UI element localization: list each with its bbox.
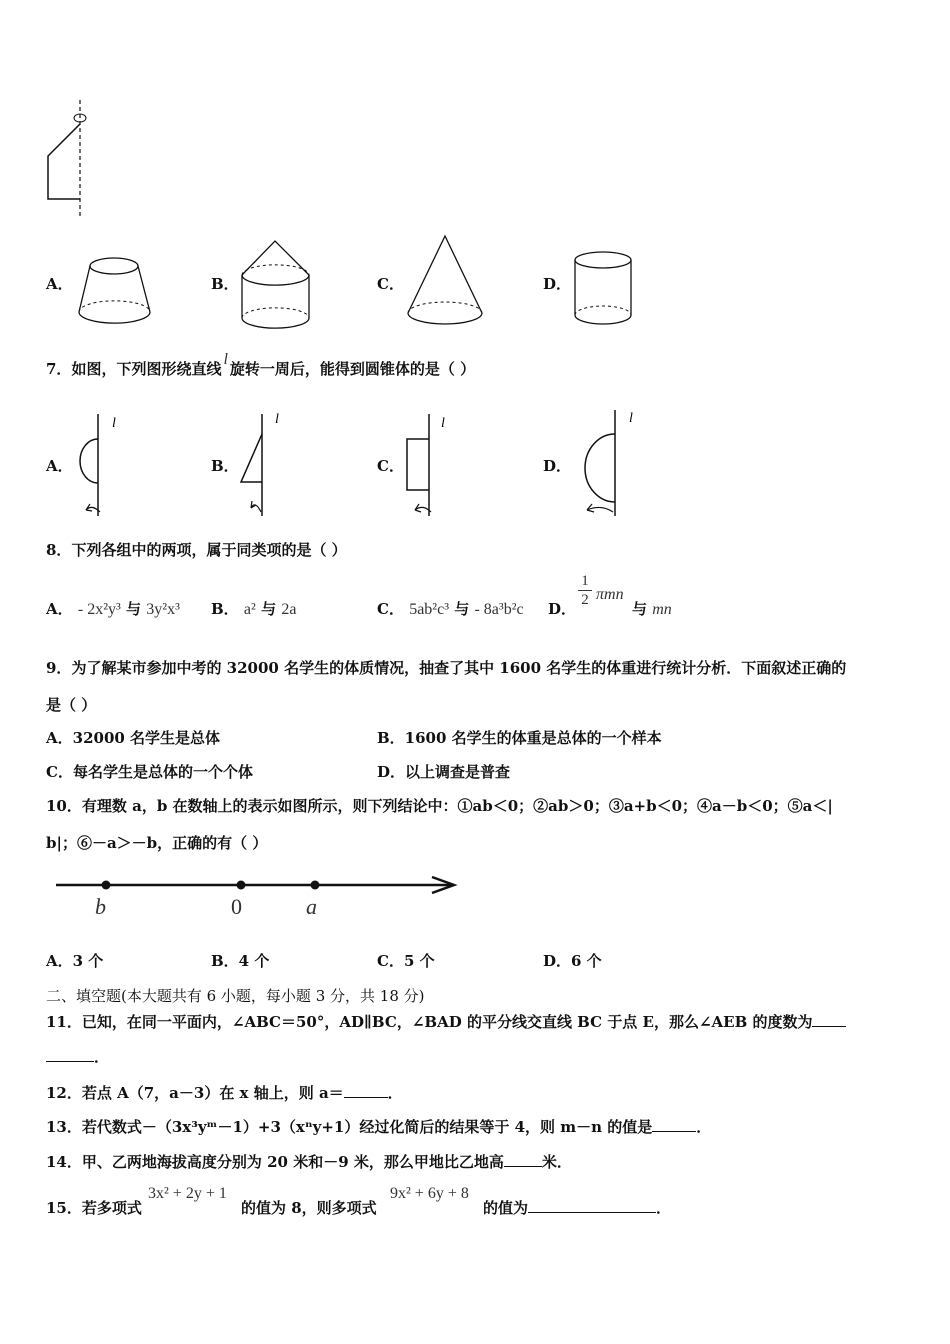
q7-stem: 7．如图，下列图形绕直线l旋转一周后，能得到圆锥体的是（ ） [46,351,476,378]
q14: 14．甲、乙两地海拔高度分别为 20 米和－9 米，那么甲地比乙地高 米． [46,1153,572,1171]
q6-cylinder-shape [572,250,638,332]
q8-stem: 8．下列各组中的两项，属于同类项的是（ ） [46,541,347,559]
q10-option-b: B．4 个 [211,952,270,970]
q7-half-circle-figure [72,412,122,522]
q9-option-a: A．32000 名学生是总体 [46,729,221,747]
q8-d-term-right: mn [652,601,672,618]
q10-stem-line1: 10．有理数 a，b 在数轴上的表示如图所示，则下列结论中：①ab＜0；②ab＞0；③a+b＜0；④a－b＜0；⑤a＜| [46,797,833,815]
q7-option-b-label: B． [211,457,239,475]
q8-option-c: C． 5ab²c³ 与 - 8a³b²c [377,600,524,618]
q8-b-term-right: 2a [281,601,297,618]
svg-text:l: l [629,411,633,426]
q10-option-a: A．3 个 [46,952,104,970]
q7-large-half-circle-figure [569,408,641,520]
q10-stem-line2: b|；⑥－a＞－b，正确的有（ ） [46,834,268,852]
q6-option-d-label: D． [543,275,572,293]
svg-text:l: l [441,416,445,431]
q7-option-d-label: D． [543,457,572,475]
q11-line1: 11．已知，在同一平面内，∠ABC＝50°，AD∥BC，∠BAD 的平分线交直线 BC 于点 E，那么∠AEB 的度数为 [46,1011,846,1032]
svg-text:l: l [275,412,279,427]
q8-d-fraction: 1 2 [578,572,592,609]
point-0-dot [237,881,246,890]
q8-option-d: D． [548,600,577,618]
q6-option-c-label: C． [377,275,404,293]
q12-answer-blank[interactable] [344,1083,388,1098]
point-a-dot [311,881,320,890]
q10-number-line [56,873,462,923]
q9-option-b: B．1600 名学生的体重是总体的一个样本 [377,729,662,747]
q8-c-term-right: - 8a³b²c [474,601,524,618]
q8-d-rest: 与 mn [632,600,672,618]
q8-d-term-left: πmn [596,586,624,603]
q15-answer-blank[interactable] [528,1198,656,1213]
q6-cone-on-cylinder-shape [239,238,314,333]
svg-text:l: l [112,416,116,431]
section2-heading: 二、填空题(本大题共有 6 小题，每小题 3 分，共 18 分) [46,987,425,1005]
q7-triangle-figure [237,412,287,522]
q9-stem-line1: 9．为了解某市参加中考的 32000 名学生的体质情况，抽查了其中 1600 名学生的体重进行统计分析．下面叙述正确的 [46,659,847,677]
q11-answer-blank[interactable] [812,1012,846,1027]
q10-option-c: C．5 个 [377,952,435,970]
number-line-label-a: a [306,894,317,919]
q15-prefix: 15．若多项式 [46,1199,142,1217]
q8-a-term-left: - 2x²y³ [77,601,121,618]
q13: 13．若代数式－（3x³yᵐ－1）+3（xⁿy+1）经过化简后的结果等于 4，则 m－n 的值是 ． [46,1118,712,1136]
q11-answer-blank-cont[interactable] [46,1047,94,1062]
q7-axis-label: l [223,351,228,368]
q8-b-term-left: a² [243,601,256,618]
number-line-label-b: b [95,894,106,919]
q6-frustum-shape [76,252,156,332]
q6-option-b-label: B． [211,275,239,293]
q6-option-a-label: A． [46,275,73,293]
q15-poly1: 3x² + 2y + 1 [148,1185,227,1202]
q13-answer-blank[interactable] [652,1117,696,1132]
number-line-label-0: 0 [231,894,242,919]
q7-option-a-label: A． [46,457,73,475]
q8-c-term-left: 5ab²c³ [409,601,449,618]
q15-poly2: 9x² + 6y + 8 [390,1185,469,1202]
q9-option-d: D．以上调查是普查 [377,763,511,781]
q7-option-c-label: C． [377,457,404,475]
q9-stem-line2: 是（ ） [46,696,97,714]
q10-option-d: D．6 个 [543,952,602,970]
q6-cone-shape [405,233,485,331]
q11-line2: ． [46,1046,109,1067]
q9-option-c: C．每名学生是总体的一个个体 [46,763,253,781]
q6-rotation-figure [40,98,100,223]
q14-answer-blank[interactable] [504,1152,542,1167]
q12: 12．若点 A（7，a－3）在 x 轴上，则 a＝ ． [46,1084,403,1102]
q15-middle: 的值为 8，则多项式 [241,1199,377,1217]
q7-rectangle-figure [403,412,453,522]
q8-a-term-right: 3y²x³ [146,601,180,618]
q15-suffix: 的值为 ． [483,1199,672,1217]
q8-option-a: A． - 2x²y³ 与 3y²x³ [46,600,180,618]
point-b-dot [102,881,111,890]
q8-option-b: B． a² 与 2a [211,600,297,618]
